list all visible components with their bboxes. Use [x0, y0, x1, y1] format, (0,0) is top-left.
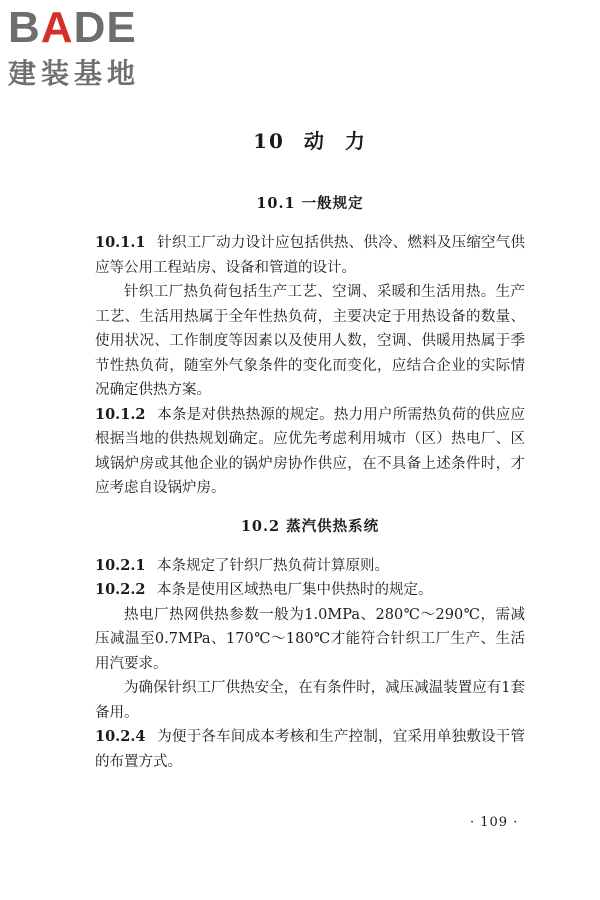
page-number: · 109 ·: [470, 815, 519, 830]
brand-logo: [8, 4, 178, 94]
clause-number: 10.1.1: [95, 234, 146, 251]
clause-number: 10.1.2: [95, 405, 146, 423]
clause-text: 为便于各车间成本考核和生产控制，宜采用单独敷设干管的布置方式。: [95, 729, 525, 770]
clause-paragraph: [95, 676, 525, 725]
clause-number: 10.2.1: [95, 556, 146, 574]
clause-number: 10.2.2: [95, 581, 146, 598]
chapter-title: 10 动 力: [253, 129, 367, 153]
clause-text: 针织工厂热负荷包括生产工艺、空调、采暖和生活用热。生产工艺、生活用热属于全年性热负荷，主要决定于用热设备的数量、使用状况、工作制度等因素以及使用人数，空调、供暖用热属于季节性热负荷，随室外气象条件的变化而变化，应结合企业的实际情况确定供热方案。: [95, 284, 525, 398]
clause-text: 为确保针织工厂供热安全，在有条件时，减压减温装置应有1套备用。: [95, 680, 525, 721]
section-title: 10.2 蒸汽供热系统: [240, 517, 380, 535]
clause-paragraph: [95, 578, 525, 603]
logo-wordmark: BADE: [8, 3, 137, 52]
clause-text: 本条是使用区域热电厂集中供热时的规定。: [157, 582, 433, 598]
clause-paragraph: [95, 725, 525, 774]
clause-paragraph: [95, 603, 525, 677]
clause-text: 热电厂热网供热参数一般为1.0MPa、280℃～290℃，需减压减温至0.7MPa、170℃～180℃才能符合针织工厂生产、生活用汽要求。: [95, 606, 525, 672]
clause-paragraph: [95, 280, 525, 403]
section-10-2: [95, 515, 525, 775]
clause-text: 本条规定了针织厂热负荷计算原则。: [157, 557, 390, 574]
clause-paragraph: [95, 554, 525, 579]
document-page: [95, 125, 525, 774]
clause-number: 10.2.4: [95, 728, 146, 745]
clause-text: 针织工厂动力设计应包括供热、供冷、燃料及压缩空气供应等公用工程站房、设备和管道的设计。: [95, 235, 525, 276]
clause-paragraph: [95, 403, 525, 501]
section-10-1: [95, 192, 525, 501]
clause-paragraph: [95, 231, 525, 280]
clause-text: 本条是对供热热源的规定。热力用户所需热负荷的供应应根据当地的供热规划确定。应优先考虑利用城市（区）热电厂、区域锅炉房或其他企业的锅炉房协作供应，在不具备上述条件时，才应考虑自设锅炉房。: [95, 406, 525, 496]
section-title: 10.1 一般规定: [256, 195, 364, 212]
logo-subtitle: 建装基地: [8, 57, 141, 90]
